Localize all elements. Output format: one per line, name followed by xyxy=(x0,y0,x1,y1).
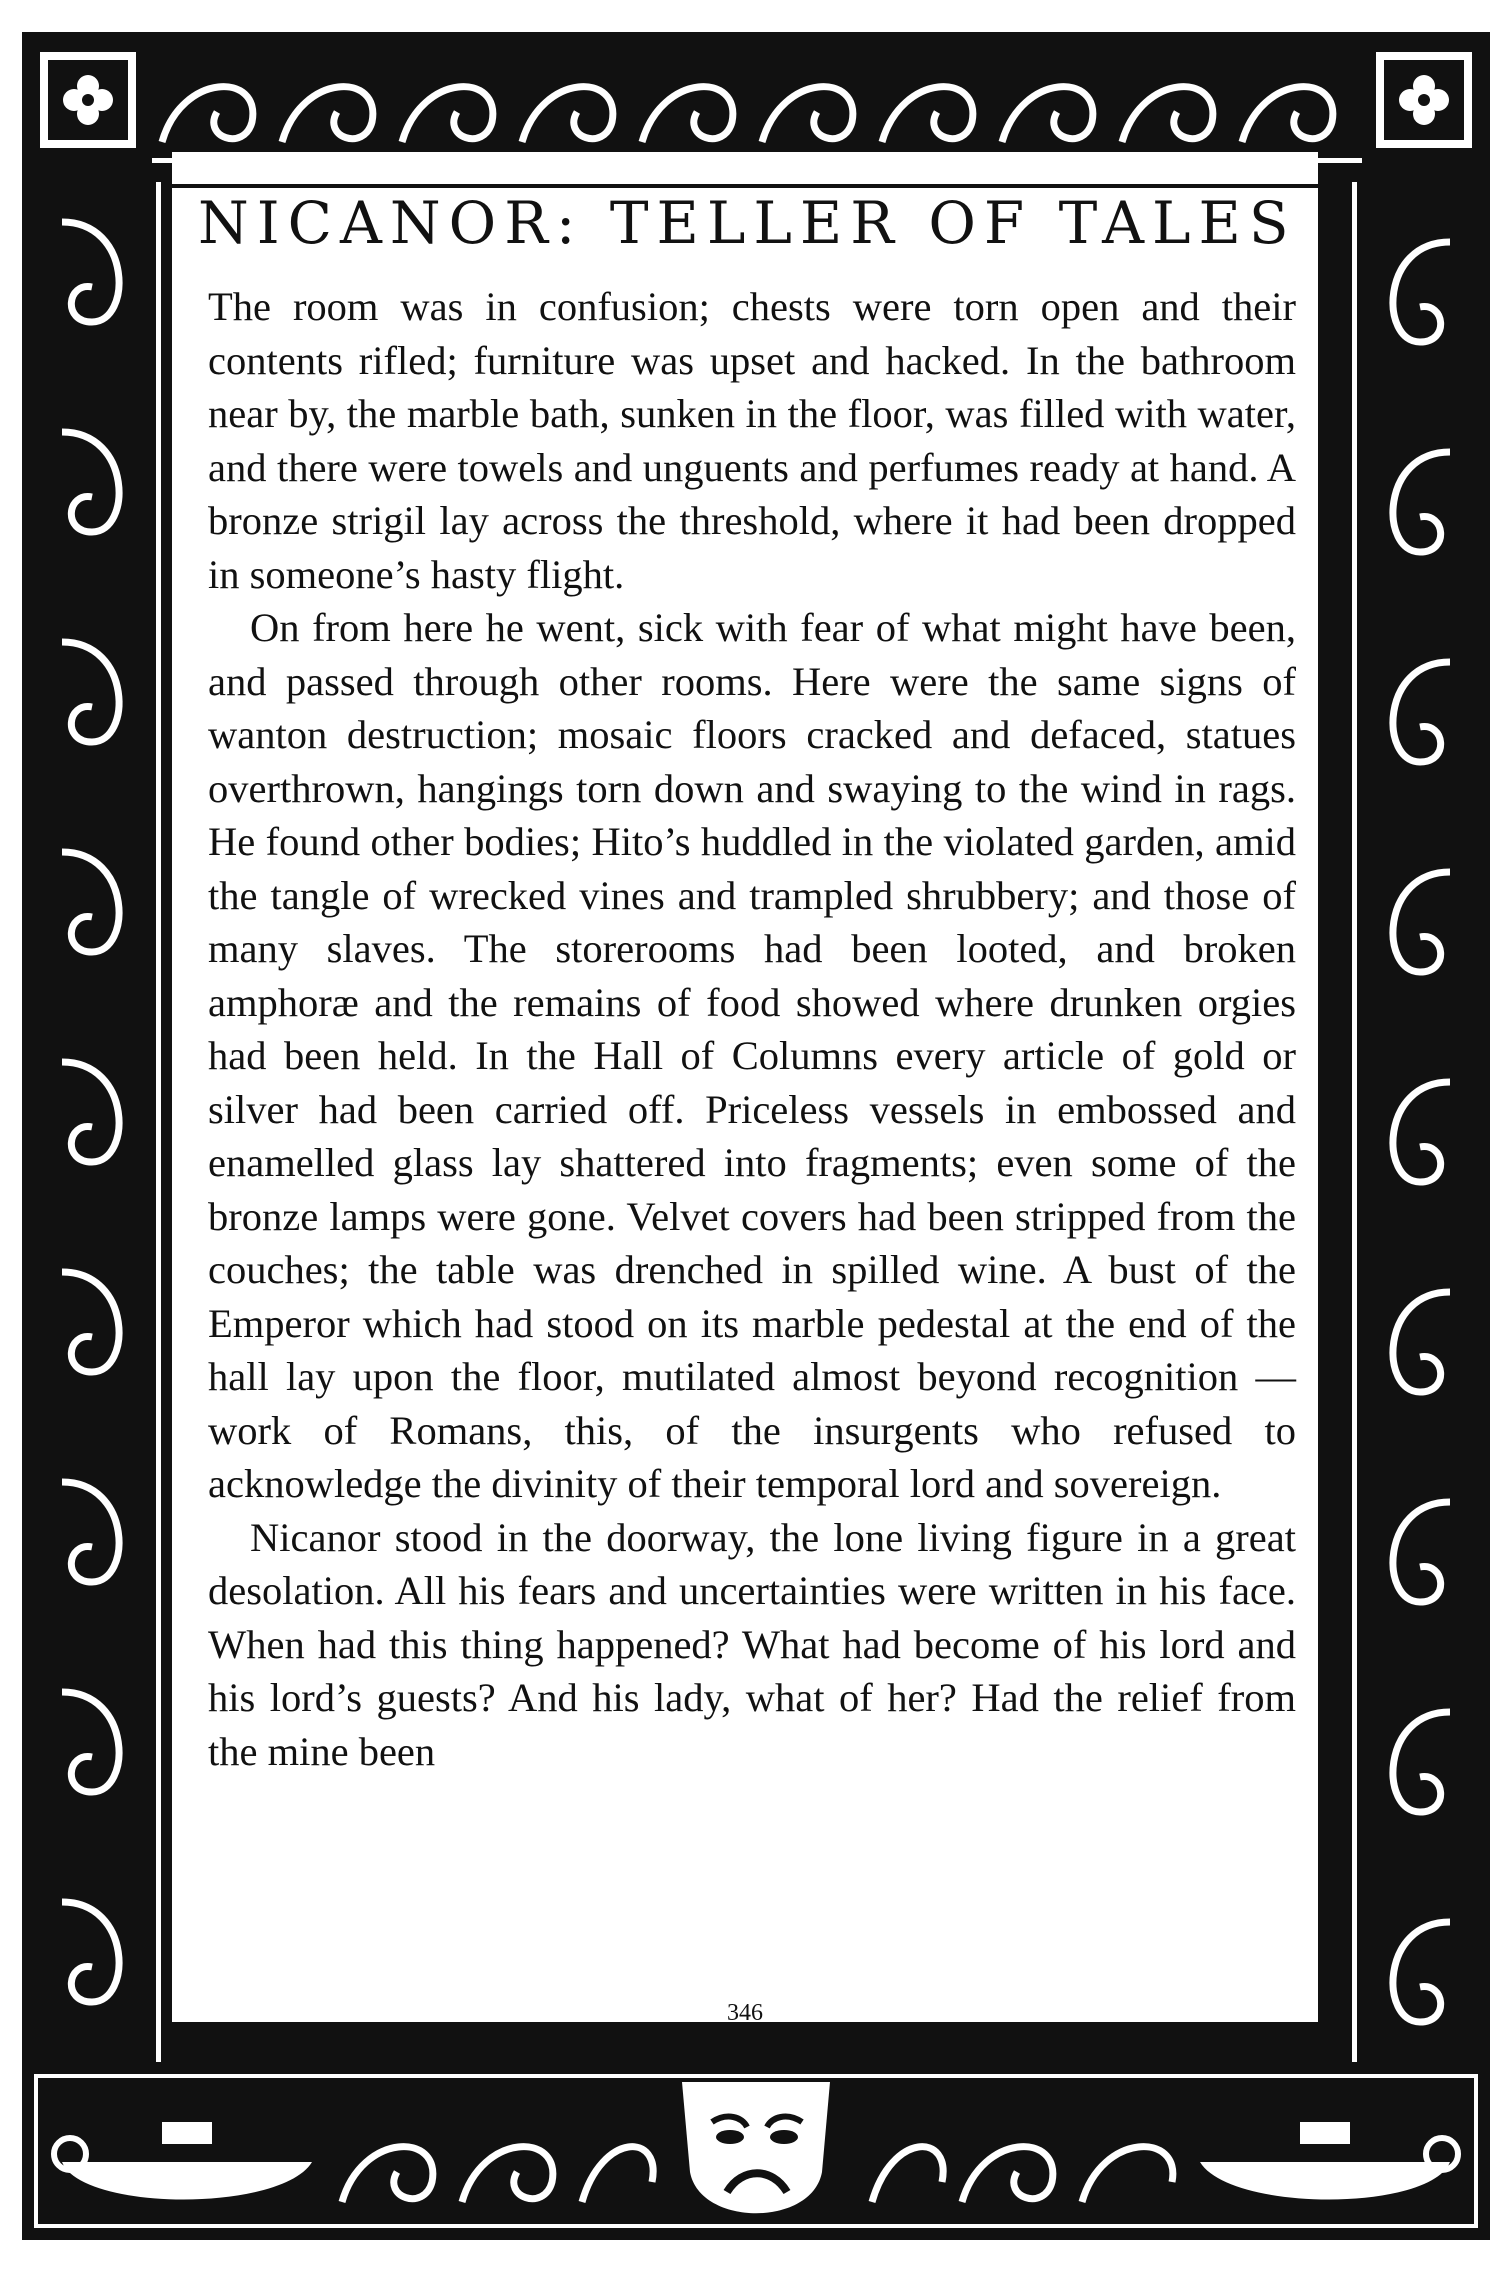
paragraph: Nicanor stood in the doorway, the lone living figure in a great desolation. All his fears and uncertainties were written in his face. When had this thing happened? What had become of his lord and his lord’s guests? And his lady, what of her? Had the relief from the mine been xyxy=(208,1514,1296,1774)
running-title: NICANOR: TELLER OF TALES xyxy=(198,189,1297,257)
scroll-ornament-icon xyxy=(1340,182,1490,2062)
paragraph: On from here he went, sick with fear of what might have been, and passed through other rooms. Here were the same signs of wanton destruction; mosaic floors cracked and defaced, statues overthrown, hangings torn down and swaying to the wind in rags. He found other bodies; Hito’s huddled in the violated garden, amid the tangle of wrecked vines and trampled shrubbery; and those of many slaves. The storerooms had been looted, and broken amphoræ and the remains of food showed where drunken orgies had been held. In the Hall of Columns every article of gold or silver had been carried off. Priceless vessels in embossed and enamelled glass lay shattered into fragments; even some of the bronze lamps were gone. Velvet covers had been stripped from the couches; the table was drenched in spilled wine. A bust of the Emperor which had stood on its marble pedestal at the end of the hall lay upon the floor, mutilated almost beyond recognition — work of Romans, this, of the insurgents who refused to acknowledge the divinity of their temporal lord and sovereign. xyxy=(208,605,1296,1506)
flower-rosette-icon xyxy=(1376,52,1472,148)
scroll-ornament-icon xyxy=(22,182,172,2062)
right-ornament-band xyxy=(1340,182,1490,2062)
paragraph: The room was in confusion; chests were torn open and their contents rifled; furniture was upset and hacked. In the bathroom near by, the marble bath, sunken in the floor, was filled with water, and there were towels and unguents and perfumes ready at hand. A bronze strigil lay across the threshold, where it had been dropped in someone’s hasty flight. xyxy=(208,284,1296,597)
left-ornament-band xyxy=(22,182,172,2062)
bottom-ornament-band xyxy=(22,2062,1490,2240)
tragic-mask-and-lamps-icon xyxy=(22,2062,1490,2240)
page-number: 346 xyxy=(727,2000,763,2026)
tragic-mask-icon xyxy=(682,2082,830,2213)
page-text-panel xyxy=(172,152,1318,2026)
title-rule xyxy=(172,184,1318,188)
body-text xyxy=(208,280,1296,1778)
flower-rosette-icon xyxy=(40,52,136,148)
